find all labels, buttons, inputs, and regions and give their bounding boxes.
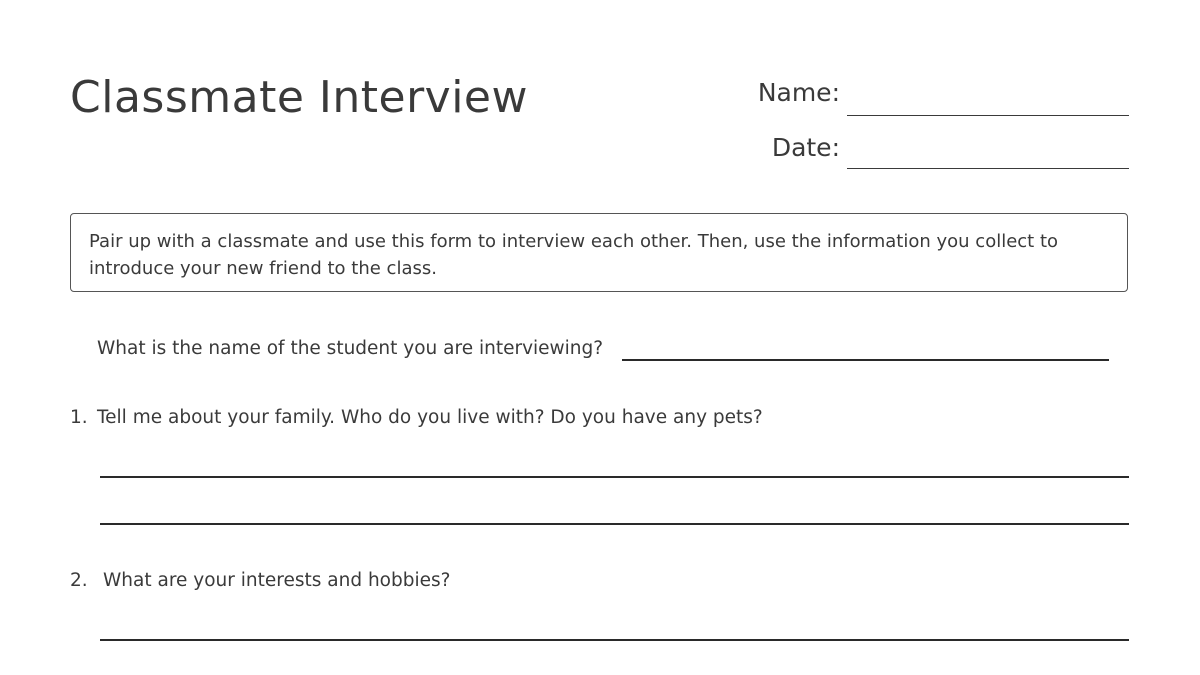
question-1-text: Tell me about your family. Who do you live with? Do you have any pets? [97, 407, 763, 428]
question-1-answer-line-2[interactable] [100, 523, 1129, 525]
instructions-box [70, 213, 1128, 292]
date-label: Date: [771, 133, 840, 162]
question-2-number: 2. [70, 570, 88, 591]
student-name-answer-line[interactable] [622, 359, 1109, 361]
instructions-text: Pair up with a classmate and use this form to interview each other. Then, use the information you collect to introduce your new friend to the class. [89, 231, 1059, 279]
question-1-answer-line-1[interactable] [100, 476, 1129, 478]
question-1-number: 1. [70, 407, 88, 428]
page-title: Classmate Interview [70, 72, 528, 123]
question-2-text: What are your interests and hobbies? [103, 570, 451, 591]
name-field-line[interactable] [847, 115, 1129, 116]
student-name-prompt: What is the name of the student you are interviewing? [97, 338, 604, 359]
question-2-answer-line-1[interactable] [100, 639, 1129, 641]
name-label: Name: [757, 78, 840, 107]
date-field-line[interactable] [847, 168, 1129, 169]
